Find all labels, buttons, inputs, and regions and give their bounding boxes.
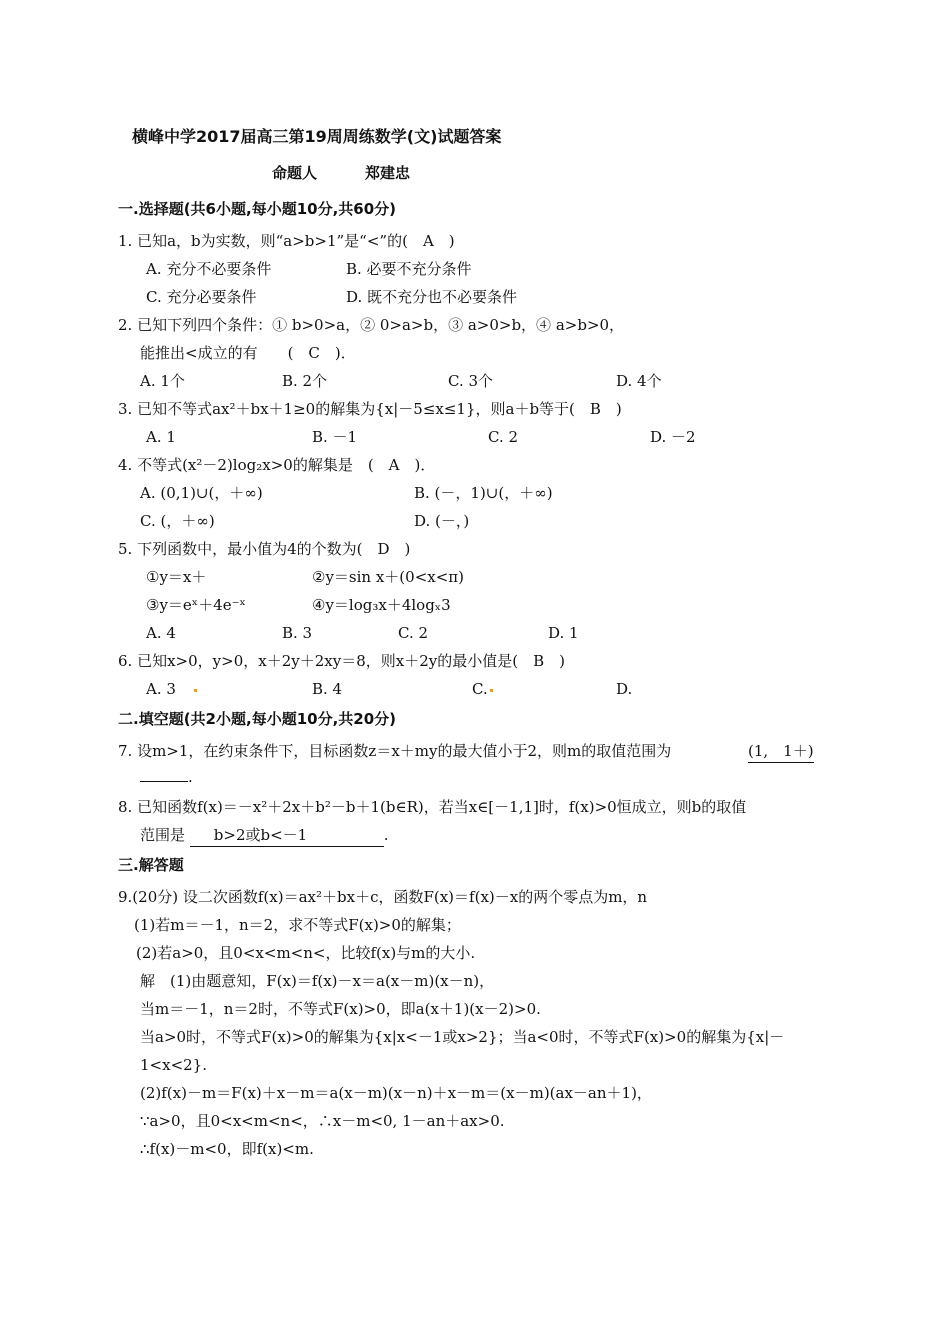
q9-solution-2: 当m＝－1，n＝2时，不等式F(x)>0，即a(x＋1)(x－2)>0. (140, 1000, 541, 1018)
section-choice: 一.选择题(共6小题,每小题10分,共60分) (118, 200, 396, 218)
q7-answer-text: (1, 1＋) (748, 740, 814, 763)
author-label: 命题人 (272, 164, 318, 182)
q1-option-c: C. 充分必要条件 (146, 288, 257, 306)
q4-option-a: A. (0,1)∪(，＋∞) (140, 484, 263, 502)
q5-option-d: D. 1 (548, 624, 579, 642)
q5-option-a: A. 4 (146, 624, 176, 642)
section-fill: 二.填空题(共2小题,每小题10分,共20分) (118, 710, 396, 728)
q5-stem: 5. 下列函数中，最小值为4的个数为( D ) (118, 540, 411, 558)
q5-item-1: ①y＝x＋ (146, 568, 207, 586)
q7-answer-line: . (140, 766, 193, 788)
q2-stem: 2. 已知下列四个条件：① b>0>a，② 0>a>b，③ a>0>b，④ a>b>0， (118, 316, 625, 334)
q5-item-2: ②y＝sin x＋(0<x<π) (312, 568, 465, 586)
q7-stem: 7. 设m>1，在约束条件下，目标函数z＝x＋my的最大值小于2，则m的取值范围为 (118, 742, 672, 760)
author-name: 郑建忠 (365, 164, 411, 182)
q4-option-d: D. (－，) (414, 512, 470, 530)
q9-solution-7: ∴f(x)－m<0，即f(x)<m. (140, 1140, 314, 1158)
q9-part-1: (1)若m＝－1，n＝2，求不等式F(x)>0的解集； (134, 916, 461, 934)
q9-solution-6: ∵a>0，且0<x<m<n<，∴x－m<0, 1－an＋ax>0. (140, 1112, 505, 1130)
q6-option-a: A. 3 (146, 678, 199, 700)
q9-solution-5: (2)f(x)－m＝F(x)＋x－m＝a(x－m)(x－n)＋x－m＝(x－m)(ax－an＋1)， (140, 1084, 652, 1102)
doc-title: 横峰中学2017届高三第19周周练数学(文)试题答案 (132, 127, 502, 146)
q9-solution-1: 解 (1)由题意知，F(x)＝f(x)－x＝a(x－m)(x－n)， (140, 972, 495, 990)
q1-option-b: B. 必要不充分条件 (346, 260, 472, 278)
q9-part-2: (2)若a>0，且0<x<m<n<，比较f(x)与m的大小. (136, 944, 476, 962)
q5-item-4: ④y＝log₃x＋4logₓ3 (312, 596, 451, 614)
q4-option-c: C. (，＋∞) (140, 512, 215, 530)
q4-option-b: B. (－，1)∪(，＋∞) (414, 484, 553, 502)
q3-option-c: C. 2 (488, 428, 519, 446)
q2-option-c: C. 3个 (448, 372, 494, 390)
q6-option-c: C. (472, 678, 495, 700)
q7-answer (748, 740, 814, 763)
q4-stem: 4. 不等式(x²－2)log₂x>0的解集是 ( A )． (118, 456, 436, 474)
q2-stem-2: 能推出<成立的有 ( C )． (140, 344, 356, 362)
q9-solution-4: 1<x<2}. (140, 1056, 207, 1074)
q9-solution-3: 当a>0时，不等式F(x)>0的解集为{x|x<－1或x>2}；当a<0时，不等式F(x)>0的解集为{x|－ (140, 1028, 785, 1046)
q3-option-a: A. 1 (146, 428, 176, 446)
q6-option-b: B. 4 (312, 680, 343, 698)
q2-option-b: B. 2个 (282, 372, 328, 390)
q8-answer: b>2或b<－1 (190, 824, 384, 847)
q3-option-b: B. －1 (312, 428, 358, 446)
q5-option-b: B. 3 (282, 624, 313, 642)
q8-stem-2: 范围是 b>2或b<－1 . (140, 824, 389, 847)
q5-option-c: C. 2 (398, 624, 429, 642)
q2-option-d: D. 4个 (616, 372, 662, 390)
q1-option-d: D. 既不充分也不必要条件 (346, 288, 518, 306)
q6-stem: 6. 已知x>0，y>0，x＋2y＋2xy＝8，则x＋2y的最小值是( B ) (118, 652, 565, 670)
q3-stem: 3. 已知不等式ax²＋bx＋1≥0的解集为{x|－5≤x≤1}，则a＋b等于( B ) (118, 400, 622, 418)
q3-option-d: D. －2 (650, 428, 696, 446)
q1-option-a: A. 充分不必要条件 (146, 260, 272, 278)
q5-item-3: ③y＝eˣ＋4e⁻ˣ (146, 596, 246, 614)
q9-stem: 9.(20分) 设二次函数f(x)＝ax²＋bx＋c，函数F(x)＝f(x)－x的两个零点为m，n (118, 888, 648, 906)
q2-option-a: A. 1个 (140, 372, 185, 390)
section-answers: 三.解答题 (118, 856, 184, 874)
q8-stem: 8. 已知函数f(x)＝－x²＋2x＋b²－b＋1(b∈R)，若当x∈[－1,1]时，f(x)>0恒成立，则b的取值 (118, 798, 747, 816)
q1-stem: 1. 已知a，b为实数，则“a>b>1”是“<”的( A ) (118, 232, 455, 250)
q6-option-d: D. (616, 680, 633, 698)
